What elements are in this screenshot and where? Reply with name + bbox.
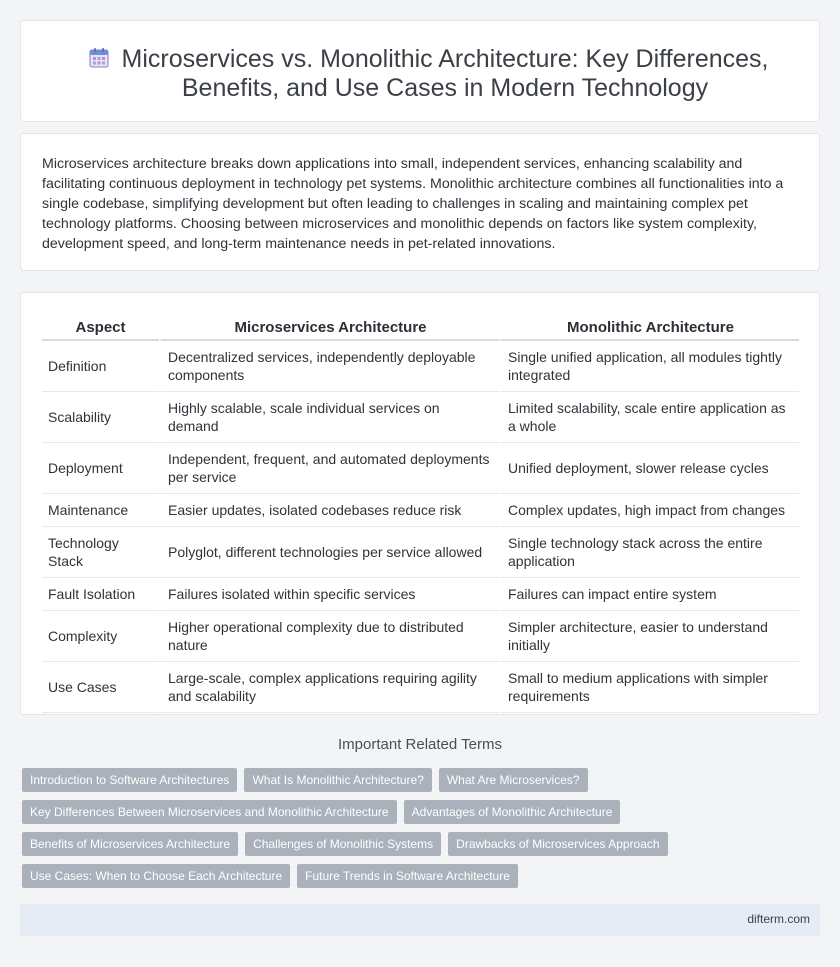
cell-monolithic: Complex updates, high impact from changes <box>499 494 799 527</box>
table-row <box>42 611 799 662</box>
cell-aspect: Complexity <box>42 611 159 662</box>
header-microservices: Microservices Architecture <box>159 315 499 341</box>
table-row <box>42 494 799 527</box>
related-term-tag[interactable]: Drawbacks of Microservices Approach <box>448 832 667 856</box>
related-term-tag[interactable]: Advantages of Monolithic Architecture <box>404 800 621 824</box>
comparison-table <box>42 315 799 713</box>
cell-monolithic: Single unified application, all modules tightly integrated <box>499 341 799 392</box>
cell-aspect: Scalability <box>42 392 159 443</box>
related-terms-title: Important Related Terms <box>338 736 502 753</box>
related-term-tag[interactable]: Future Trends in Software Architecture <box>297 864 518 888</box>
intro-paragraph: Microservices architecture breaks down applications into small, independent services, enhancing scalability and facilitating continuous deployment in technology pet systems. Monolithic architecture combines all functionalities into a single codebase, simplifying development but often leading to challenges in scaling and maintaining complex pet technology platforms. Choosing between microservices and monolithic depends on factors like system complexity, development speed, and long-term maintenance needs in pet-related innovations. <box>42 156 784 252</box>
tag-row <box>22 864 722 896</box>
related-term-tag[interactable]: Introduction to Software Architectures <box>22 768 237 792</box>
cell-aspect: Maintenance <box>42 494 159 527</box>
cell-microservices: Polyglot, different technologies per service allowed <box>159 527 499 578</box>
cell-microservices: Higher operational complexity due to distributed nature <box>159 611 499 662</box>
cell-monolithic: Limited scalability, scale entire application as a whole <box>499 392 799 443</box>
page-title: Microservices vs. Monolithic Architecture: Key Differences, Benefits, and Use Cases in Modern Technology <box>121 45 769 102</box>
table-row <box>42 578 799 611</box>
related-terms-list <box>22 768 722 896</box>
table-row <box>42 443 799 494</box>
cell-monolithic: Failures can impact entire system <box>499 578 799 611</box>
cell-aspect: Deployment <box>42 443 159 494</box>
related-term-tag[interactable]: Challenges of Monolithic Systems <box>245 832 441 856</box>
tag-row <box>22 832 722 864</box>
tag-row <box>22 768 722 800</box>
cell-aspect: Technology Stack <box>42 527 159 578</box>
cell-microservices: Large-scale, complex applications requiring agility and scalability <box>159 662 499 713</box>
table-header-row <box>42 315 799 341</box>
footer <box>20 904 820 936</box>
table-row <box>42 392 799 443</box>
cell-monolithic: Simpler architecture, easier to understand initially <box>499 611 799 662</box>
tag-row <box>22 800 722 832</box>
related-term-tag[interactable]: Benefits of Microservices Architecture <box>22 832 238 856</box>
header-card <box>20 20 820 122</box>
cell-monolithic: Small to medium applications with simpler requirements <box>499 662 799 713</box>
table-row <box>42 341 799 392</box>
related-term-tag[interactable]: Key Differences Between Microservices and Monolithic Architecture <box>22 800 397 824</box>
footer-site-link[interactable]: difterm.com <box>747 912 810 926</box>
cell-aspect: Use Cases <box>42 662 159 713</box>
cell-monolithic: Unified deployment, slower release cycles <box>499 443 799 494</box>
comparison-table-card <box>20 292 820 715</box>
header-monolithic: Monolithic Architecture <box>499 315 799 341</box>
related-term-tag[interactable]: What Is Monolithic Architecture? <box>244 768 431 792</box>
table-row <box>42 527 799 578</box>
cell-microservices: Easier updates, isolated codebases reduce risk <box>159 494 499 527</box>
related-term-tag[interactable]: Use Cases: When to Choose Each Architecture <box>22 864 290 888</box>
header-aspect: Aspect <box>42 315 159 341</box>
cell-aspect: Fault Isolation <box>42 578 159 611</box>
cell-microservices: Highly scalable, scale individual services on demand <box>159 392 499 443</box>
intro-card <box>20 133 820 271</box>
cell-aspect: Definition <box>42 341 159 392</box>
cell-microservices: Decentralized services, independently deployable components <box>159 341 499 392</box>
cell-monolithic: Single technology stack across the entire application <box>499 527 799 578</box>
table-row <box>42 662 799 713</box>
cell-microservices: Failures isolated within specific services <box>159 578 499 611</box>
cell-microservices: Independent, frequent, and automated deployments per service <box>159 443 499 494</box>
related-term-tag[interactable]: What Are Microservices? <box>439 768 588 792</box>
